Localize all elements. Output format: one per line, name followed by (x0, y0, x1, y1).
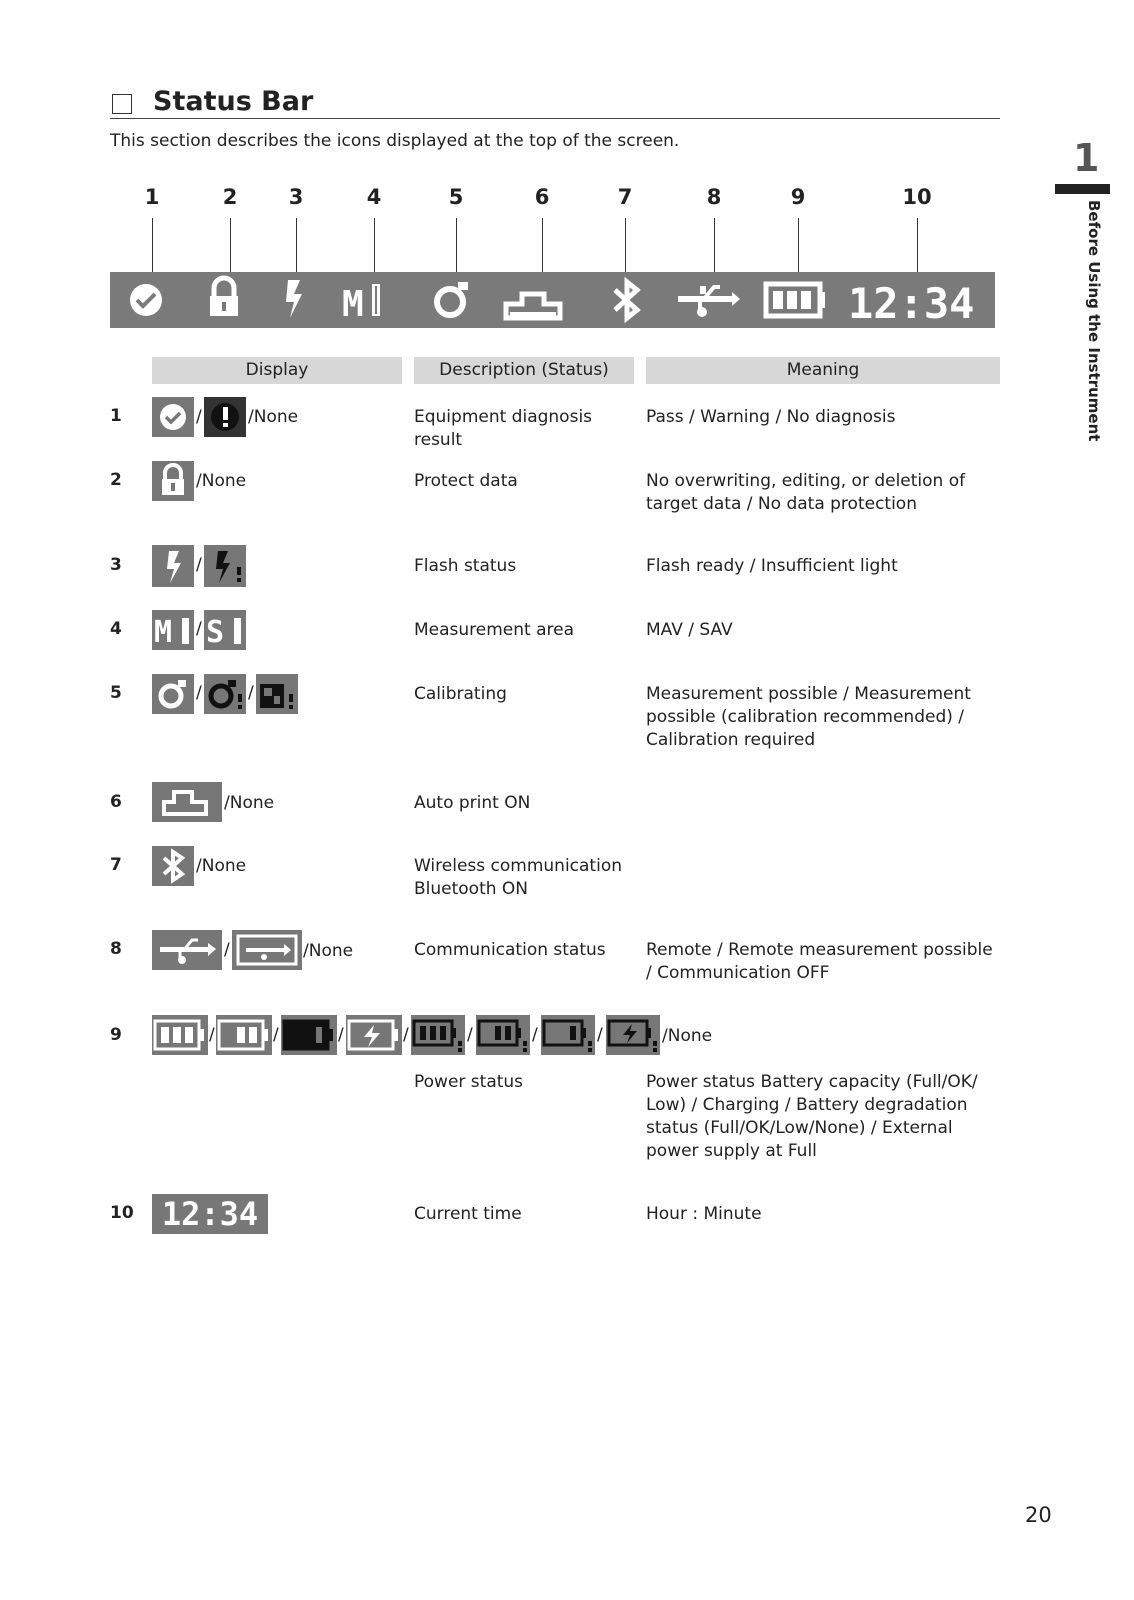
row-meaning: Hour : Minute (646, 1204, 762, 1224)
display-suffix: /None (662, 1026, 713, 1046)
calibration-icon (152, 674, 194, 714)
warning-icon (204, 397, 246, 437)
time-display: 12:34 (152, 1194, 268, 1234)
display-suffix: /None (303, 941, 354, 961)
battery-icon (766, 284, 825, 316)
check-icon (130, 284, 162, 316)
calibration-recommended-icon (204, 674, 246, 714)
flash-icon (152, 545, 194, 587)
chapter-label: Before Using the Instrument (1085, 200, 1103, 442)
row-meaning: MAV / SAV (646, 620, 733, 640)
check-icon (152, 397, 194, 437)
usb-icon (678, 286, 740, 317)
row-meaning: Measurement possible / Measurement possible (calibration recommended) / Calibration required (646, 684, 971, 750)
callout-6: 6 (534, 185, 550, 209)
callout-2: 2 (222, 185, 238, 209)
display-suffix: /None (196, 471, 247, 491)
battery-degradation-ok-icon (476, 1015, 530, 1055)
section-title: Status Bar (153, 86, 314, 117)
flash-low-icon (204, 545, 246, 587)
row-description: Equipment diagnosis result (414, 407, 593, 450)
section-box-icon (112, 94, 132, 114)
svg-text:M: M (342, 284, 364, 325)
printer-icon (152, 782, 222, 822)
row-description: Calibrating (414, 684, 507, 704)
svg-text:S: S (206, 615, 225, 650)
row-number: 2 (110, 470, 122, 490)
usb-icon (152, 930, 222, 970)
battery-degradation-low-icon (541, 1015, 595, 1055)
battery-degradation-full-icon (411, 1015, 465, 1055)
row-meaning: Remote / Remote measurement possible / Communication OFF (646, 940, 993, 983)
battery-degradation-external-icon (606, 1015, 660, 1055)
bluetooth-icon (152, 846, 194, 886)
calibration-required-icon (256, 674, 298, 714)
calibration-icon (437, 282, 468, 315)
mav-icon (342, 284, 380, 325)
row-description: Current time (414, 1204, 522, 1224)
lock-icon (152, 461, 194, 501)
callout-3: 3 (288, 185, 304, 209)
svg-text:M: M (154, 615, 173, 650)
mav-icon (152, 610, 194, 650)
row-meaning: No overwriting, editing, or deletion of target data / No data protection (646, 471, 966, 514)
row-number: 4 (110, 619, 122, 639)
row-description: Measurement area (414, 620, 575, 640)
battery-ok-icon (216, 1015, 272, 1055)
battery-low-icon (281, 1015, 337, 1055)
callout-10: 10 (902, 185, 932, 209)
row-meaning: Power status Battery capacity (Full/OK/ Low) / Charging / Battery degradation status (Full/OK/Low/None) / External power supply at Full (646, 1072, 978, 1161)
callout-9: 9 (790, 185, 806, 209)
sav-icon (204, 610, 246, 650)
battery-full-icon (152, 1015, 208, 1055)
chapter-number: 1 (1073, 136, 1100, 180)
lock-icon (210, 278, 238, 316)
display-suffix: /None (248, 407, 299, 427)
status-time: 12:34 (848, 279, 975, 328)
section-heading (110, 86, 1000, 119)
row-number: 5 (110, 683, 122, 703)
callout-1: 1 (144, 185, 160, 209)
row-description: Power status (414, 1072, 524, 1092)
row-number: 1 (110, 406, 122, 426)
callout-7: 7 (617, 185, 633, 209)
callout-4: 4 (366, 185, 382, 209)
usb-remote-icon (232, 930, 302, 970)
row-number: 6 (110, 792, 122, 812)
row-number: 8 (110, 939, 122, 959)
callout-8: 8 (706, 185, 722, 209)
row-number: 10 (110, 1203, 134, 1223)
row-meaning: Pass / Warning / No diagnosis (646, 407, 896, 427)
row-number: 9 (110, 1025, 122, 1045)
row-description: Flash status (414, 556, 517, 576)
page-number: 20 (1025, 1503, 1052, 1527)
header-display: Display (152, 357, 402, 384)
row-description: Auto print ON (414, 793, 531, 813)
display-suffix: /None (196, 856, 247, 876)
printer-icon (506, 294, 560, 318)
callout-5: 5 (448, 185, 464, 209)
row-description: Protect data (414, 471, 518, 491)
chapter-bar (1055, 184, 1110, 194)
display-suffix: /None (224, 793, 275, 813)
header-description: Description (Status) (414, 357, 634, 384)
battery-charging-icon (346, 1015, 402, 1055)
row-description: Communication status (414, 940, 606, 960)
header-meaning: Meaning (646, 357, 1000, 384)
row-description: Wireless communication Bluetooth ON (414, 856, 623, 899)
row-number: 7 (110, 855, 122, 875)
row-meaning: Flash ready / Insufficient light (646, 556, 898, 576)
row-number: 3 (110, 555, 122, 575)
flash-icon (286, 280, 302, 318)
status-bar-illustration (110, 272, 995, 328)
bluetooth-icon (615, 282, 637, 318)
section-intro: This section describes the icons displayed at the top of the screen. (110, 131, 680, 151)
